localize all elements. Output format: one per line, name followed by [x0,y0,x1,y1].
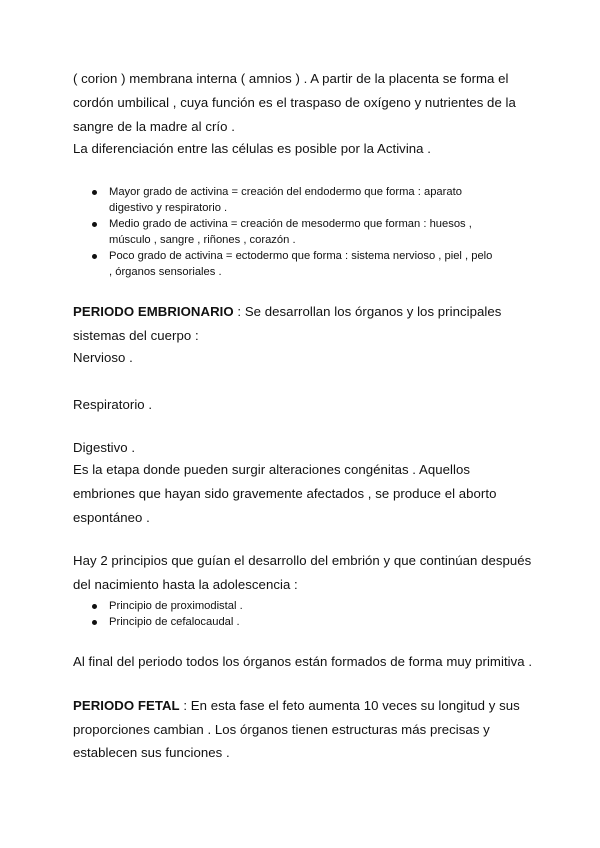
bullet-icon [92,190,97,195]
bullet-icon [92,254,97,259]
bullet-icon [92,620,97,625]
intro-line-3: sangre de la madre al crío . [73,119,235,134]
embrionario-respiratorio: Respiratorio . [73,397,153,412]
embrionario-line-4: embriones que hayan sido gravemente afectados , se produce el aborto [73,486,497,501]
principios-line-1: Hay 2 principios que guían el desarrollo del embrión y que continúan después [73,553,532,568]
embrionario-nervioso: Nervioso . [73,350,133,365]
activina-item-2-line-1: Medio grado de activina = creación de mesodermo que forman : huesos , [109,218,472,230]
embrionario-line-5: espontáneo . [73,510,150,525]
embrionario-digestivo: Digestivo . [73,440,136,455]
activina-item-1-line-2: digestivo y respiratorio . [109,202,228,214]
fetal-line-1 [73,698,520,714]
principios-item-1: Principio de proximodistal . [109,600,243,612]
embrionario-heading: PERIODO EMBRIONARIO [73,304,234,319]
embrionario-line-1-text: : Se desarrollan los órganos y los principales [233,304,502,319]
fetal-line-3: establecen sus funciones . [73,745,230,760]
principios-item-2: Principio de cefalocaudal . [109,616,240,628]
activina-item-3-line-2: , órganos sensoriales . [109,266,222,278]
intro-line-2: cordón umbilical , cuya función es el traspaso de oxígeno y nutrientes de la [73,95,516,110]
principios-final: Al final del periodo todos los órganos están formados de forma muy primitiva . [73,654,533,669]
bullet-icon [92,222,97,227]
intro-line-4: La diferenciación entre las células es posible por la Activina . [73,141,431,156]
embrionario-line-2: sistemas del cuerpo : [73,328,199,343]
fetal-line-2: proporciones cambian . Los órganos tienen estructuras más precisas y [73,722,490,737]
intro-line-1: ( corion ) membrana interna ( amnios ) . A partir de la placenta se forma el [73,71,509,86]
principios-line-2: del nacimiento hasta la adolescencia : [73,577,298,592]
bullet-icon [92,604,97,609]
activina-item-2-line-2: músculo , sangre , riñones , corazón . [109,234,296,246]
fetal-heading: PERIODO FETAL [73,698,180,713]
activina-item-1-line-1: Mayor grado de activina = creación del endodermo que forma : aparato [109,186,462,198]
embrionario-line-1 [73,304,501,320]
activina-item-3-line-1: Poco grado de activina = ectodermo que forma : sistema nervioso , piel , pelo [109,250,493,262]
embrionario-line-3: Es la etapa donde pueden surgir alteraciones congénitas . Aquellos [73,462,470,477]
fetal-line-1-text: : En esta fase el feto aumenta 10 veces su longitud y sus [179,698,520,713]
